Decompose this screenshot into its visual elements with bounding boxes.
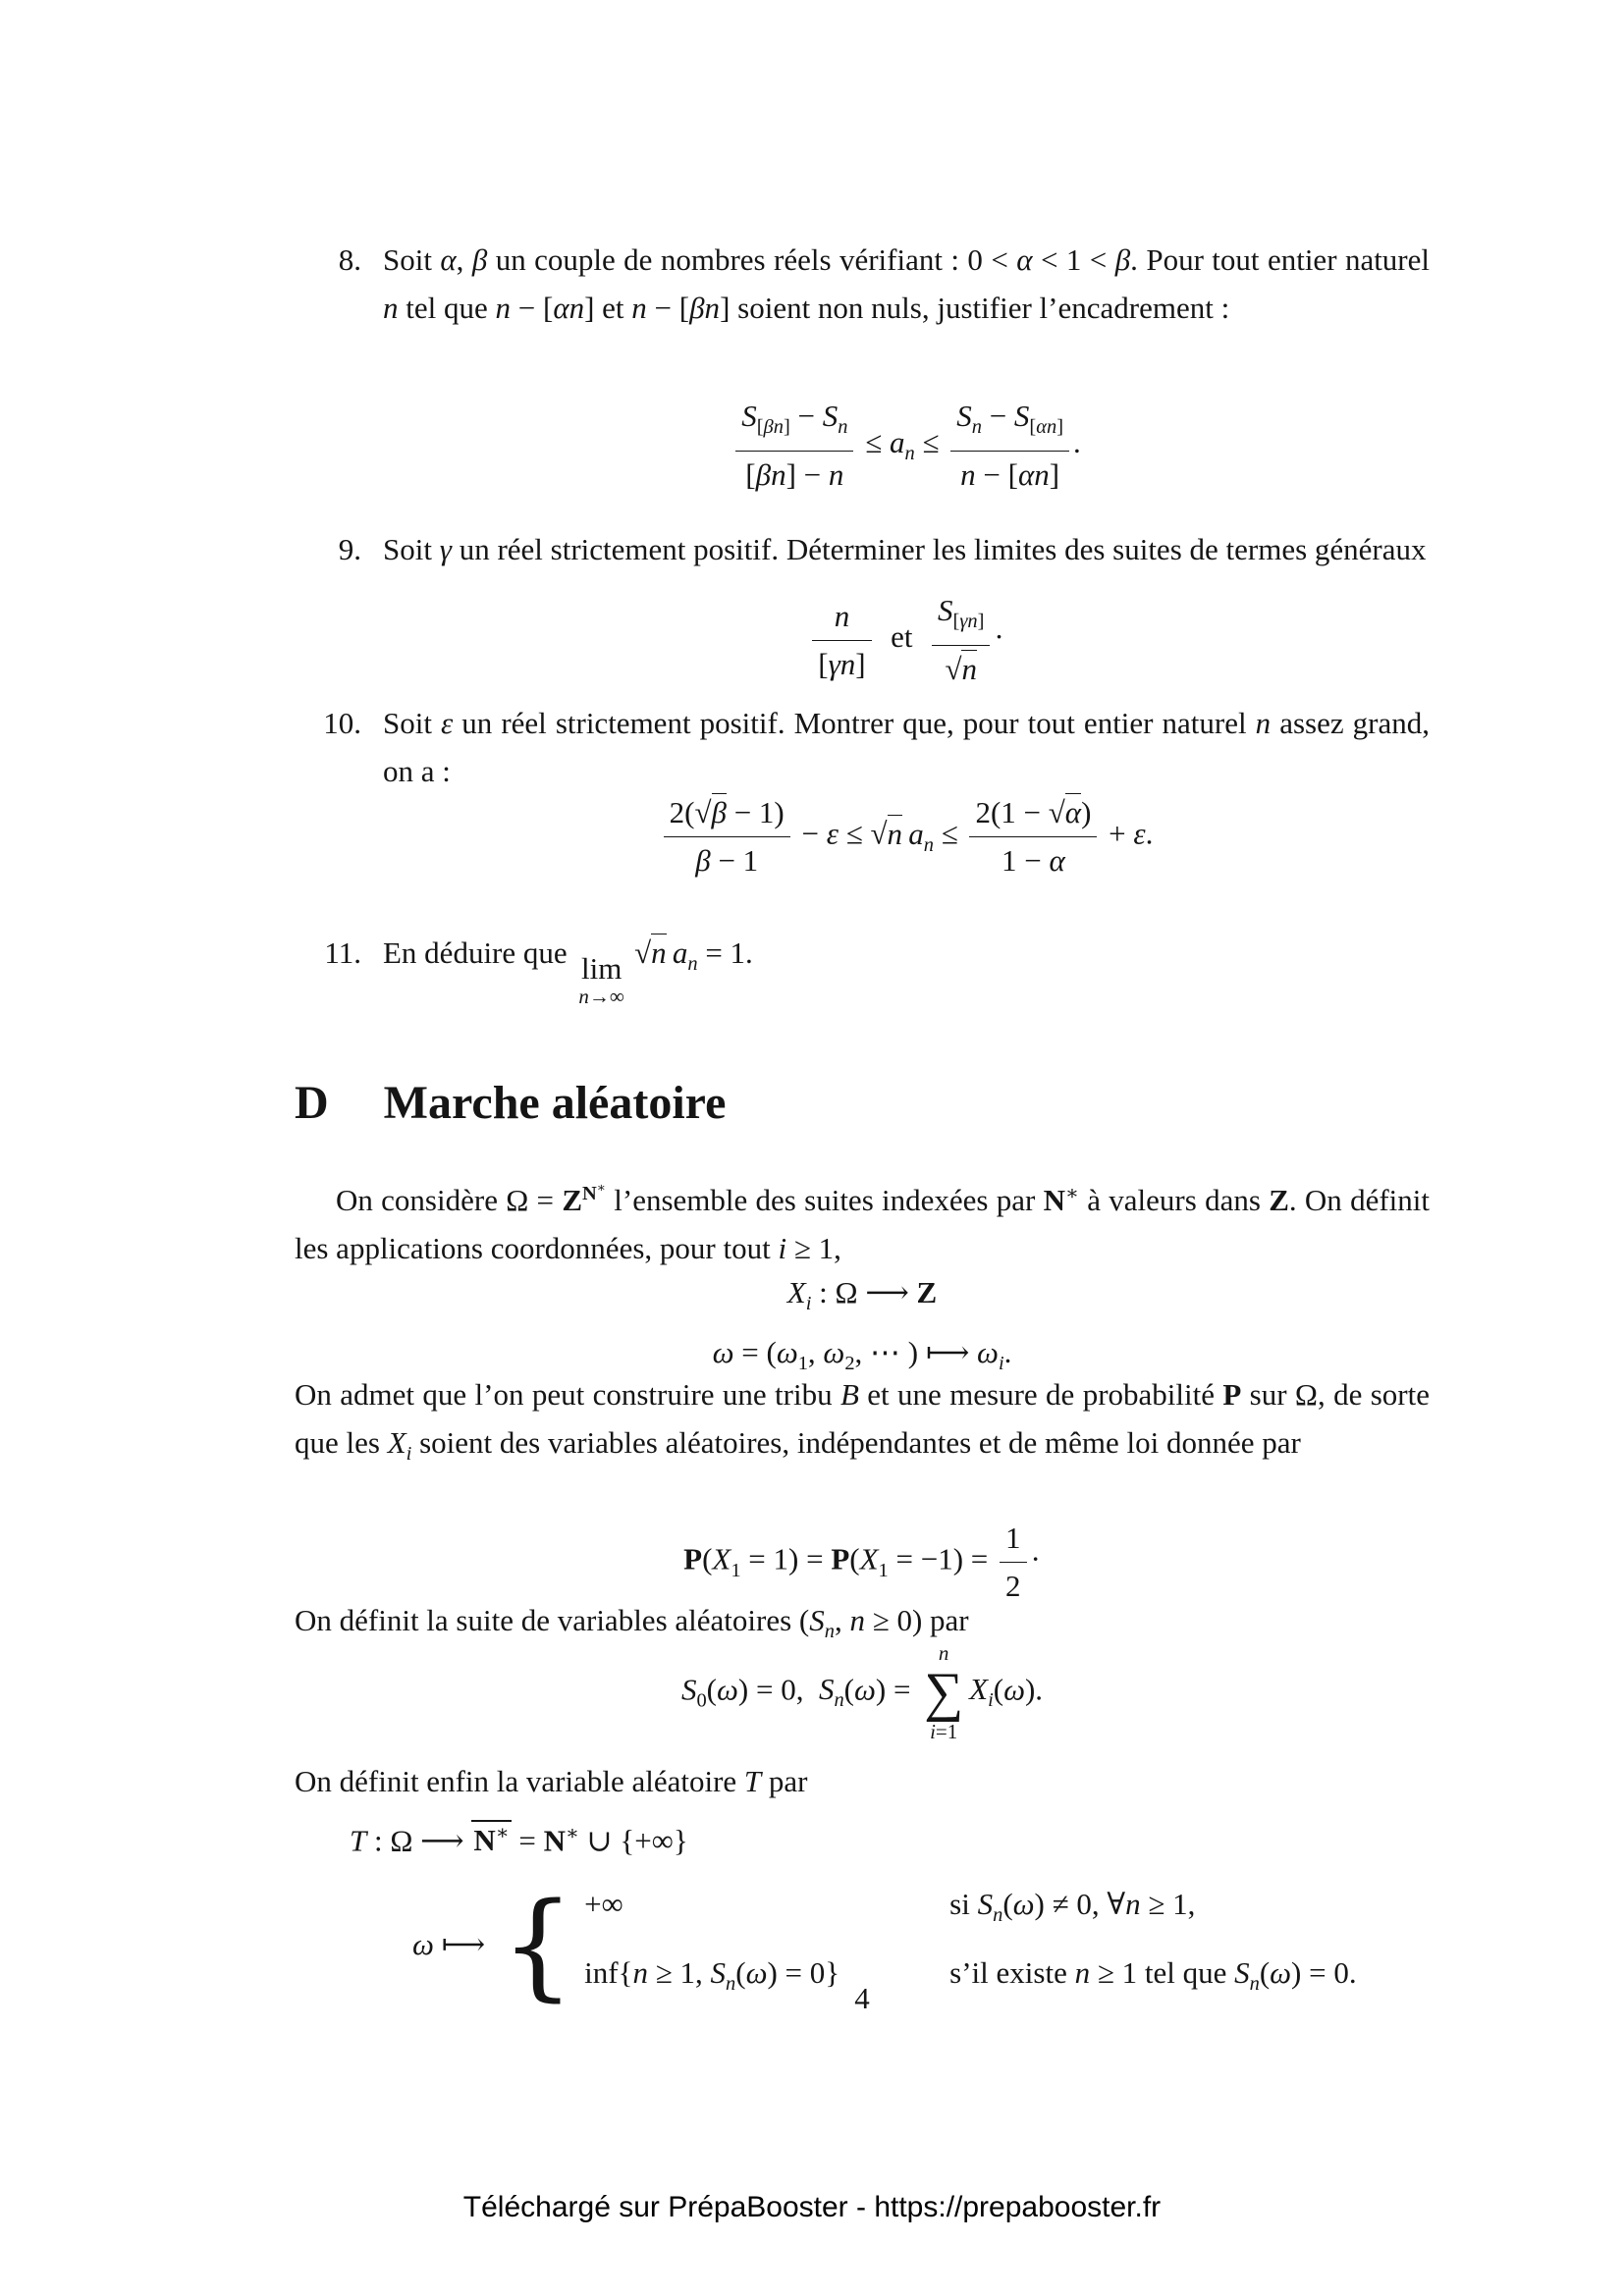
- item-9-text: Soit γ un réel strictement positif. Déterminer les limites des suites de termes généraux: [383, 532, 1427, 566]
- sum-formula: $S_0(\omega) = 0$, $S_n(\omega)$ = n ∑ i=1 $X_i(\omega)$.: [680, 1641, 1044, 1744]
- item-8-text: Soit α, β un couple de nombres réels vérifiant : 0 < α < 1 < β. Pour tout entier naturel n tel que n − [αn] et n − [βn] soient non nuls, justifier l’encadrement :: [383, 242, 1431, 325]
- problem-item-8: [295, 236, 1430, 332]
- case-1-value: +∞: [584, 1887, 623, 1922]
- t-definition-block: [295, 1808, 1430, 2012]
- t-map-prefix: ω ⟼: [412, 1926, 486, 1961]
- coordinate-map-line-2: $\omega = (\omega_1$, $\omega_2$, ⋯ ) ⟼ $\omega_i$.: [712, 1335, 1012, 1375]
- text-block: [295, 0, 1430, 2296]
- intro-paragraph: On considère $\Omega = Z^{N^∗}$ l’ensemble des suites indexées par N∗ à valeurs dans Z. On définit les applications coordonnées, pour tout i ≥ 1,: [295, 1180, 1430, 1266]
- coordinate-map-line-1: $X_i$ : Ω ⟶ Z: [786, 1275, 938, 1315]
- case-1-condition: si $S_n(\omega) \ne 0$, ∀n ≥ 1,: [949, 1887, 1196, 1927]
- display-formula-encadrement: $\frac{S_{[\beta n]} - S_n}{[\beta n] - n}$ ≤ $a_n$ ≤ $\frac{S_n - S_{[\alpha n]}}{n - [\alpha n]}$ .: [383, 395, 1430, 497]
- item-10-text: Soit ε un réel strictement positif. Montrer que, pour tout entier naturel n assez grand, on a :: [383, 706, 1430, 788]
- footer-credit: Téléchargé sur PrépaBooster - https://prepabooster.fr: [462, 2191, 1162, 2223]
- item-11-number: 11.: [324, 935, 361, 970]
- problem-item-11: [295, 929, 1430, 1007]
- variable-t-paragraph: On définit enfin la variable aléatoire T par: [295, 1764, 808, 1798]
- display-formula-limites: $\frac{n}{[\gamma n]}$ et $\frac{S_{[\gamma n]}}{√n}$ ·: [383, 589, 1430, 691]
- case-2-condition: s’il existe n ≥ 1 tel que $S_n(\omega) = 0$.: [949, 1954, 1357, 1995]
- display-formula-inegalite: $\frac{2(√\beta - 1)}{\beta - 1}$ − ε ≤ √n $a_n$ ≤ $\frac{2(1 - √\alpha)}{1 - \alpha}$ + ε.: [383, 791, 1430, 882]
- item-11-text: En déduire que lim n→∞ √n $a_n = 1$.: [383, 935, 753, 1008]
- item-10-number: 10.: [323, 706, 361, 740]
- section-label: D: [295, 1077, 329, 1129]
- case-2-value: inf{n ≥ 1, $S_n(\omega) = 0$}: [584, 1954, 840, 1995]
- probability-formula: $P(X_1 = 1) = P(X_1 = -1)$ = $\frac{1}{2}$ ·: [295, 1517, 1430, 1608]
- item-8-number: 8.: [338, 242, 361, 277]
- problem-item-9: [295, 525, 1430, 573]
- section-heading: [295, 1075, 1430, 1132]
- section-title: Marche aléatoire: [383, 1077, 727, 1129]
- cases-brace: {: [501, 1876, 575, 2012]
- tribu-paragraph: On admet que l’on peut construire une tribu B et une mesure de probabilité P sur Ω, de sorte que les $X_i$ soient des variables aléatoires, indépendantes et de même loi donnée par: [295, 1377, 1430, 1466]
- suite-paragraph: On définit la suite de variables aléatoires ($S_n$, n ≥ 0) par: [295, 1603, 969, 1643]
- item-9-number: 9.: [338, 532, 361, 566]
- t-definition-line-1: T : Ω ⟶ N∗ = N∗ ∪ {+∞}: [350, 1808, 1430, 1866]
- problem-item-10: [295, 699, 1430, 795]
- page-number: 4: [854, 1981, 870, 2015]
